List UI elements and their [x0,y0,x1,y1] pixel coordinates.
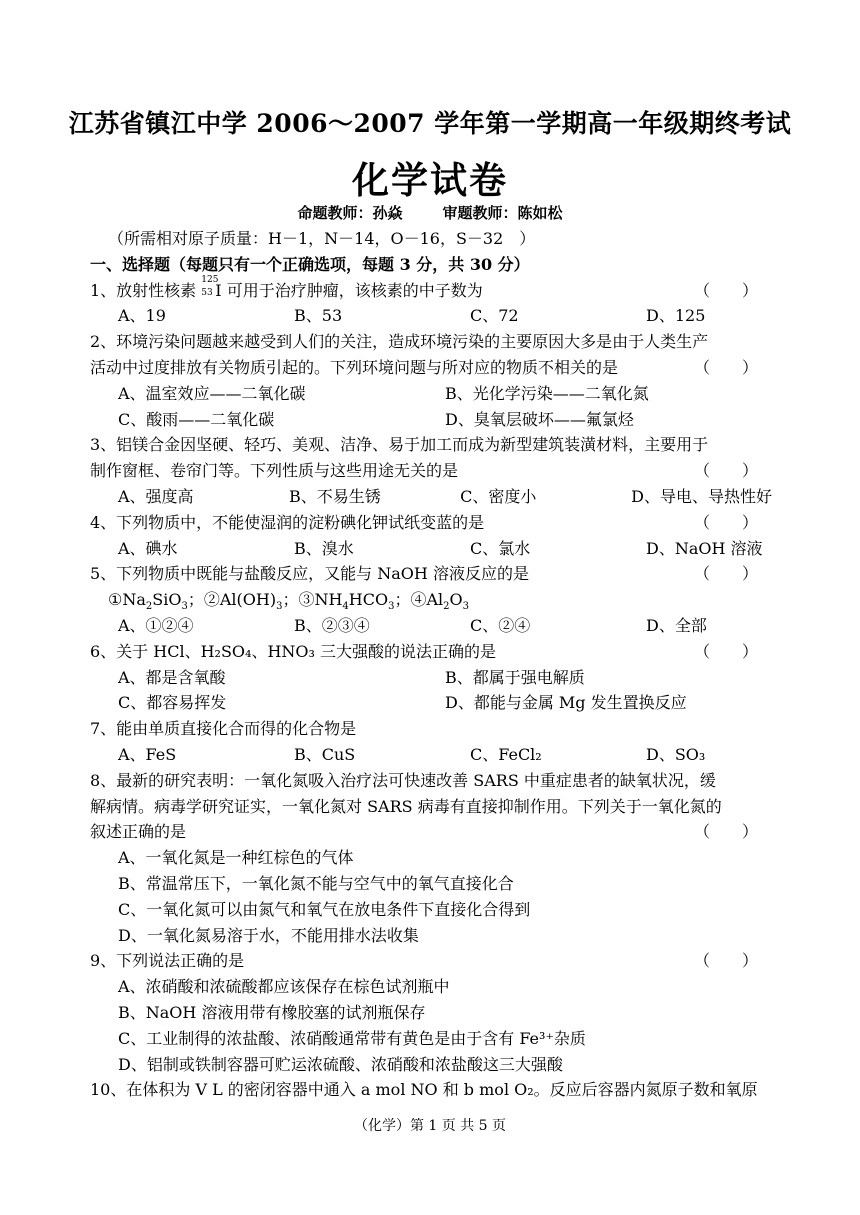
question-8-line-2: 解病情。病毒学研究证实，一氧化氮对 SARS 病毒有直接抑制作用。下列关于一氧化氮的 [90,796,722,816]
question-6 [90,639,772,665]
question-8-line-3 [90,819,772,845]
answer-blank: （ ） [693,512,758,532]
question-3-line-2 [90,458,772,484]
q3-options [90,484,772,510]
q6-options-ab [90,665,772,691]
answer-blank: （ ） [693,564,758,584]
option-c: C、②④ [470,615,531,635]
option-b: B、CuS [294,744,356,764]
option-a: A、19 [118,306,166,326]
option-d: D、一氧化氮易溶于水，不能用排水法收集 [118,925,419,945]
option-b: B、②③④ [294,615,370,635]
option-a: A、温室效应——二氧化碳 [118,383,306,403]
q2-text: 活动中过度排放有关物质引起的。下列环境问题与所对应的物质不相关的是 [90,357,619,377]
option-c: C、72 [470,306,519,326]
question-10-line-1: 10、在体积为 V L 的密闭容器中通入 a mol NO 和 b mol O₂。反应后容器内氮原子数和氧原 [90,1080,758,1100]
option-a: A、碘水 [118,538,178,558]
option-b: B、光化学污染——二氧化氮 [445,383,649,403]
option-b: B、53 [294,306,343,326]
atomic-masses-note: （所需相对原子质量：H－1，N－14，O－16，S－32 ） [108,229,536,248]
option-c: C、密度小 [460,486,537,506]
answer-blank: （ ） [693,951,758,971]
q1-options [90,303,772,329]
mass-number: 125 [201,274,219,285]
question-8-line-1: 8、最新的研究表明：一氧化氮吸入治疗法可快速改善 SARS 中重症患者的缺氧状况，缓 [90,770,716,790]
option-a: A、一氧化氮是一种红棕色的气体 [118,848,354,868]
option-b: B、常温常压下，一氧化氮不能与空气中的氧气直接化合 [118,873,514,893]
option-d: D、NaOH 溶液 [646,538,763,558]
author-teacher: 命题教师：孙焱 [297,204,403,222]
page-footer: （化学）第 1 页 共 5 页 [353,1118,507,1134]
option-c: C、酸雨——二氧化碳 [118,409,275,429]
subject-title: 化学试卷 [352,158,508,202]
option-c: C、FeCl₂ [470,744,542,764]
atomic-number: 53 [201,287,213,298]
q2-options-cd [90,407,772,433]
question-5 [90,561,772,587]
option-d: D、125 [646,306,706,326]
q3-text: 制作窗框、卷帘门等。下列性质与这些用途无关的是 [90,461,459,481]
q4-options [90,536,772,562]
reviewer-teacher: 审题教师：陈如松 [442,204,563,222]
exam-body [90,226,772,1103]
option-d: D、导电、导热性好 [631,486,772,506]
question-2-line-2 [90,355,772,381]
option-b: B、都属于强电解质 [445,667,585,687]
option-c: C、工业制得的浓盐酸、浓硝酸通常带有黄色是由于含有 Fe³⁺杂质 [118,1028,586,1048]
option-d: D、都能与金属 Mg 发生置换反应 [445,693,687,713]
option-c: C、一氧化氮可以由氮气和氧气在放电条件下直接化合得到 [118,899,531,919]
option-a: A、①②④ [118,615,194,635]
teachers-line [0,202,860,223]
section-1-heading: 一、选择题（每题只有一个正确选项，每题 3 分，共 30 分） [90,254,530,274]
exam-title: 江苏省镇江中学 2006～2007 学年第一学期高一年级期终考试 [68,109,792,138]
q6-options-cd [90,690,772,716]
answer-blank: （ ） [693,822,758,842]
answer-blank: （ ） [693,641,758,661]
option-a: A、浓硝酸和浓硫酸都应该保存在棕色试剂瓶中 [118,977,450,997]
answer-blank: （ ） [693,357,758,377]
option-b: B、不易生锈 [289,486,381,506]
element-symbol: I [215,280,222,300]
question-9 [90,948,772,974]
option-d: D、SO₃ [646,744,706,764]
option-d: D、铝制或铁制容器可贮运浓硫酸、浓硝酸和浓盐酸这三大强酸 [118,1054,563,1074]
q1-suffix: 可用于治疗肿瘤，该核素的中子数为 [221,280,483,300]
answer-blank: （ ） [693,461,758,481]
question-1 [90,274,772,304]
option-b: B、溴水 [294,538,354,558]
answer-blank: （ ） [693,280,758,300]
q5-substances: $①Na_2SiO_3$；$②Al(OH)_3$；$③NH_4HCO_3$；$④Al_2O_3$ [108,590,470,613]
option-c: C、都容易挥发 [118,693,227,713]
q5-text: 5、下列物质中既能与盐酸反应，又能与 NaOH 溶液反应的是 [90,564,529,584]
option-a: A、FeS [118,744,177,764]
q4-text: 4、下列物质中，不能使湿润的淀粉碘化钾试纸变蓝的是 [90,512,485,532]
q1-prefix: 1、放射性核素 [90,280,202,300]
q2-options-ab [90,381,772,407]
question-2-line-1: 2、环境污染问题越来越受到人们的关注，造成环境污染的主要原因大多是由于人类生产 [90,332,709,352]
option-b: B、NaOH 溶液用带有橡胶塞的试剂瓶保存 [118,1002,426,1022]
option-a: A、都是含氧酸 [118,667,226,687]
q8-text: 叙述正确的是 [90,822,187,842]
option-a: A、强度高 [118,486,194,506]
q6-text: 6、关于 HCl、H₂SO₄、HNO₃ 三大强酸的说法正确的是 [90,641,497,661]
q5-options [90,613,772,639]
option-d: D、臭氧层破坏——氟氯烃 [445,409,634,429]
nuclide-notation [201,274,219,298]
option-d: D、全部 [646,615,707,635]
option-c: C、氯水 [470,538,531,558]
question-4 [90,510,772,536]
question-3-line-1: 3、铝镁合金因坚硬、轻巧、美观、洁净、易于加工而成为新型建筑装潢材料，主要用于 [90,435,709,455]
question-7: 7、能由单质直接化合而得的化合物是 [90,719,357,739]
q9-text: 9、下列说法正确的是 [90,951,245,971]
q7-options [90,742,772,768]
